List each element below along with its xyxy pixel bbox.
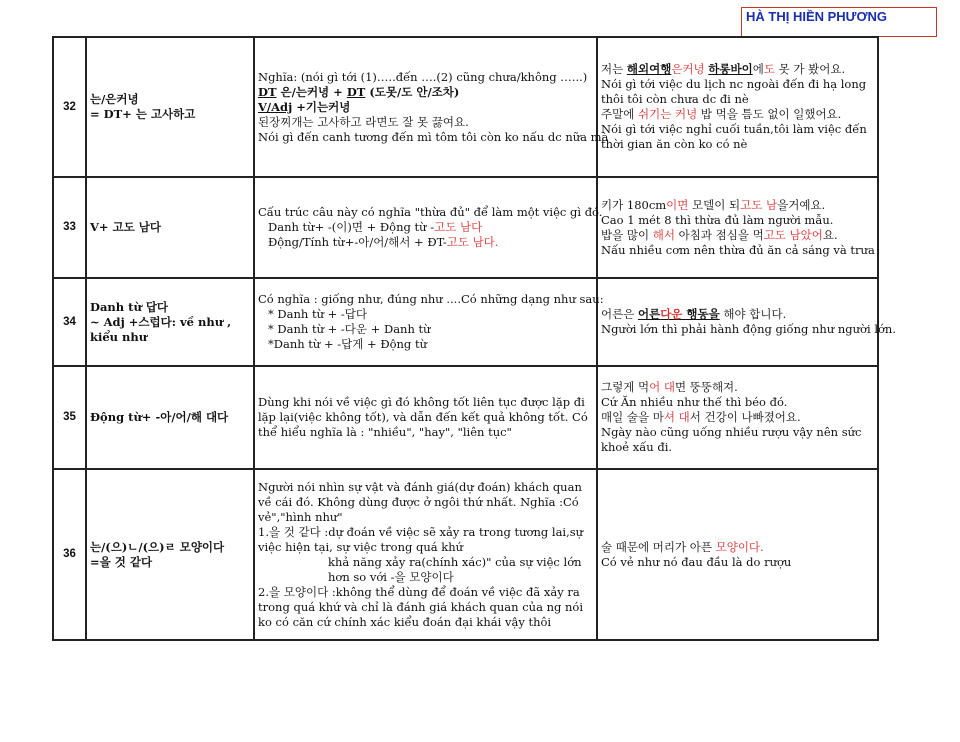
table-row	[53, 37, 878, 177]
row-number: 34	[53, 278, 86, 366]
grammar-pattern: 는/은커녕 = DT+ 는 고사하고	[86, 37, 254, 177]
author-name-box: HÀ THỊ HIỀN PHƯƠNG	[741, 7, 937, 37]
row-number: 35	[53, 366, 86, 469]
row-number: 36	[53, 469, 86, 640]
table-row	[53, 469, 878, 640]
meaning-cell: Có nghĩa : giống như, đúng như ....Có những dạng như sau: * Danh từ + -답다 * Danh từ + -다운 + Danh từ *Danh từ + -답게 + Động từ	[254, 278, 597, 366]
meaning-cell: Nghĩa: (nói gì tới (1)…..đến ….(2) cũng chưa/không …...) DT 은/는커녕 + DT (도못/도 안/조차) V/Adj +기는커녕 된장찌개는 고사하고 라면도 잘 못 끓여요. Nói gì đến canh tương đến mì tôm tôi còn ko nấu dc nữa mà	[254, 37, 597, 177]
table-row	[53, 366, 878, 469]
meaning-cell: Người nói nhìn sự vật và đánh giá(dự đoán) khách quan về cái đó. Không dùng được ở ngôi thứ nhất. Nghĩa :Có vẻ","hình như" 1.을 것 같다 :dự đoán về việc sẽ xảy ra trong tương lai,sự việc hiện tại, sự việc trong quá khứ khả năng xảy ra(chính xác)" của sự việc lớn hơn so với -을 모양이다 2.을 모양이다 :không thể dùng để đoán về việc đã xảy ra trong quá khứ và chỉ là đánh giá khách quan của ng nói ko có căn cứ chính xác kiểu đoán đại khái vậy thôi	[254, 469, 597, 640]
meaning-cell: Dùng khi nói về việc gì đó không tốt liên tục được lặp đi lặp lại(việc không tốt), và dẫn đến kết quả không tốt. Có thể hiểu nghĩa là : "nhiều", "hay", "liên tục"	[254, 366, 597, 469]
example-cell: 술 때문에 머리가 아픈 모양이다. Có vẻ như nó đau đầu là do rượu	[597, 469, 878, 640]
example-cell: 어른은 어른다운 행동을 해야 합니다. Người lớn thì phải hành động giống như người lớn.	[597, 278, 878, 366]
grammar-pattern: V+ 고도 남다	[86, 177, 254, 278]
row-number: 33	[53, 177, 86, 278]
grammar-pattern: Danh từ 답다 ~ Adj +스럽다: về như , kiểu như	[86, 278, 254, 366]
example-cell: 키가 180cm이면 모델이 되고도 남을거예요. Cao 1 mét 8 thì thừa đủ làm người mẫu. 밥을 많이 해서 아침과 점심을 먹고도 남았어요. Nấu nhiều cơm nên thừa đủ ăn cả sáng và trưa	[597, 177, 878, 278]
table-row	[53, 278, 878, 366]
example-cell: 그렇게 먹어 대면 뚱뚱해져. Cứ Ăn nhiều như thế thì béo đó. 매일 술을 마셔 대서 건강이 나빠졌어요. Ngày nào cũng uống nhiều rượu vậy nên sức khoẻ xấu đi.	[597, 366, 878, 469]
meaning-cell: Cấu trúc câu này có nghĩa "thừa đủ" để làm một việc gì đó. Danh từ+ -(이)면 + Động từ -고도 남다 Động/Tính từ+-아/어/해서 + ĐT-고도 남다.	[254, 177, 597, 278]
grammar-table	[52, 36, 896, 641]
grammar-pattern: Động từ+ -아/어/해 대다	[86, 366, 254, 469]
table-row	[53, 177, 878, 278]
grammar-pattern: 는/(으)ㄴ/(으)ㄹ 모양이다 =을 것 같다	[86, 469, 254, 640]
row-number: 32	[53, 37, 86, 177]
example-cell: 저는 해외여행은커녕 하롱바이에도 못 가 봤어요. Nói gì tới việc du lịch nc ngoài đến đi hạ long thôi tôi còn chưa dc đi nè 주말에 쉬기는 커녕 밥 먹을 틈도 없이 일했어요. Nói gì tới việc nghỉ cuối tuần,tôi làm việc đến thời gian ăn còn ko có nè	[597, 37, 878, 177]
